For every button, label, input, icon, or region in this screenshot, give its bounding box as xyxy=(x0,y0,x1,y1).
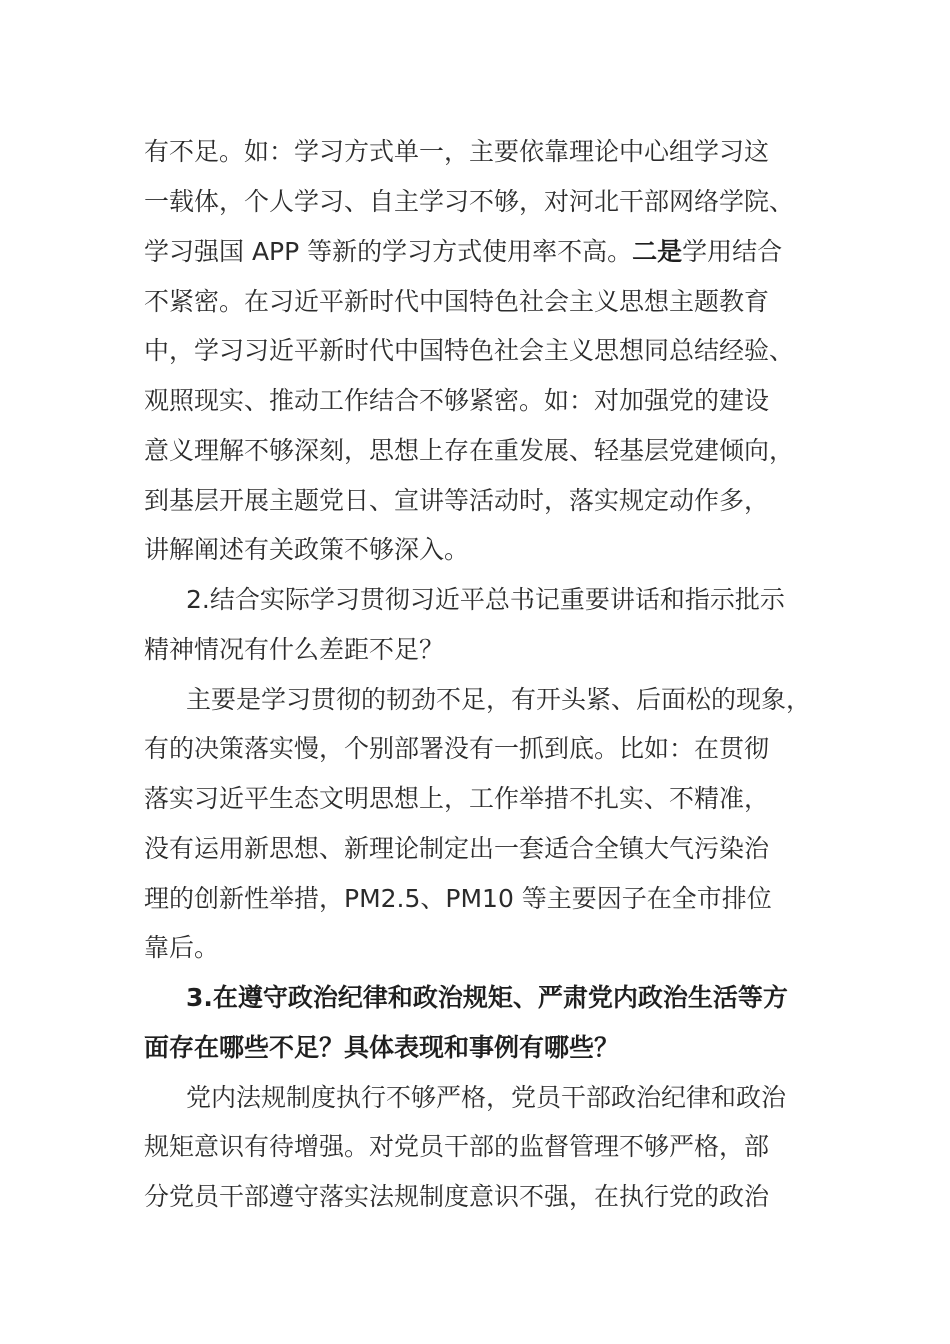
body-text-line: 一载体，个人学习、自主学习不够，对河北干部网络学院、 xyxy=(144,187,795,216)
text-run: 学习强国 APP 等新的学习方式使用率不高。 xyxy=(144,237,633,266)
bold-question-heading-line: 3.在遵守政治纪律和政治规矩、严肃党内政治生活等方 xyxy=(186,983,788,1012)
body-text-line: 规矩意识有待增强。对党员干部的监督管理不够严格，部 xyxy=(144,1132,770,1161)
body-text-line: 党内法规制度执行不够严格，党员干部政治纪律和政治 xyxy=(186,1083,787,1112)
bold-text-run: 二是 xyxy=(632,237,683,266)
question-heading-line: 精神情况有什么差距不足？ xyxy=(144,635,445,664)
body-text-line: 意义理解不够深刻，思想上存在重发展、轻基层党建倾向， xyxy=(144,436,795,465)
body-text-line: 中，学习习近平新时代中国特色社会主义思想同总结经验、 xyxy=(144,336,795,365)
body-text-line: 没有运用新思想、新理论制定出一套适合全镇大气污染治 xyxy=(144,834,770,863)
body-text-line: 分党员干部遵守落实法规制度意识不强，在执行党的政治 xyxy=(144,1182,770,1211)
body-text-line: 不紧密。在习近平新时代中国特色社会主义思想主题教育 xyxy=(144,287,770,316)
body-text-line xyxy=(144,235,782,269)
body-text-line: 主要是学习贯彻的韧劲不足，有开头紧、后面松的现象， xyxy=(186,685,812,714)
question-heading-line: 2.结合实际学习贯彻习近平总书记重要讲话和指示批示 xyxy=(186,585,785,614)
body-text-line: 有的决策落实慢，个别部署没有一抓到底。比如：在贯彻 xyxy=(144,734,770,763)
body-text-line: 观照现实、推动工作结合不够紧密。如：对加强党的建设 xyxy=(144,386,770,415)
body-text-line: 有不足。如：学习方式单一，主要依靠理论中心组学习这 xyxy=(144,137,770,166)
text-run: 学用结合 xyxy=(682,237,783,266)
body-text-line: 理的创新性举措，PM2.5、PM10 等主要因子在全市排位 xyxy=(144,884,772,913)
body-text-line: 讲解阐述有关政策不够深入。 xyxy=(144,535,470,564)
body-text-line: 到基层开展主题党日、宣讲等活动时，落实规定动作多， xyxy=(144,486,770,515)
bold-question-heading-line: 面存在哪些不足？具体表现和事例有哪些？ xyxy=(144,1033,620,1062)
body-text-line: 落实习近平生态文明思想上，工作举措不扎实、不精准， xyxy=(144,784,770,813)
body-text-line: 靠后。 xyxy=(144,933,220,962)
